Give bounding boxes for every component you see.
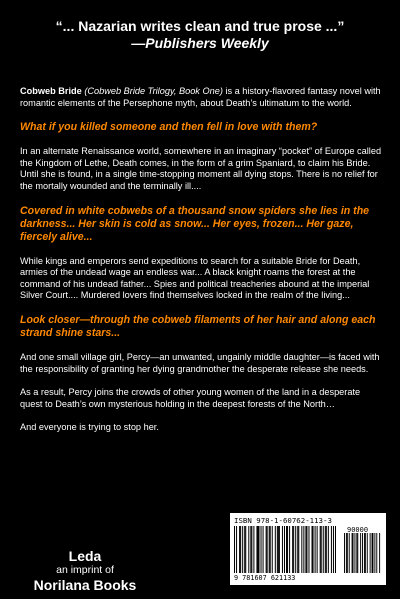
addon-bar	[360, 533, 361, 573]
barcode-bar	[305, 526, 306, 573]
addon-bar	[354, 533, 355, 573]
addon-bar	[370, 533, 371, 573]
addon-bar	[362, 533, 363, 573]
barcode-bar	[272, 526, 273, 573]
barcode-bar	[320, 526, 321, 573]
series-title: (Cobweb Bride Trilogy, Book One)	[84, 86, 223, 96]
barcode-bar	[278, 526, 279, 573]
barcode-bar	[295, 526, 296, 573]
addon-bar	[376, 533, 377, 573]
book-title: Cobweb Bride	[20, 86, 82, 96]
isbn-barcode	[230, 513, 386, 585]
barcode-bar	[297, 526, 298, 573]
barcode-bar	[317, 526, 318, 573]
barcode-bar	[269, 526, 270, 573]
addon-bar	[352, 533, 353, 573]
barcode-bar	[298, 526, 299, 573]
barcode-bar	[315, 526, 316, 573]
barcode-bar	[323, 526, 324, 573]
barcode-bar	[267, 526, 268, 573]
barcode-bar	[325, 526, 326, 573]
barcode-bar	[321, 526, 322, 573]
barcode-bar	[313, 526, 314, 573]
barcode-bar	[239, 526, 240, 573]
addon-bar	[374, 533, 375, 573]
barcode-bar	[234, 526, 235, 573]
barcode-bar	[258, 526, 259, 573]
addon-bar	[357, 533, 358, 573]
barcode-bar	[277, 526, 278, 573]
barcode-bar	[261, 526, 262, 573]
barcode-bar	[244, 526, 245, 573]
barcode-bar	[326, 526, 327, 573]
intro-paragraph	[20, 86, 382, 109]
tagline-3: Look closer—through the cobweb filaments of her hair and along each strand shine stars...	[20, 313, 376, 339]
paragraph-2: While kings and emperors send expeditions to search for a suitable Bride for Death, armies of the undead wage an endless war... A black knight roams the forest at the command of his undead father... Spies and political treacheries abound at the imperial Silver Court.... Murdered lovers find themselves locked in the realm of the living...	[20, 255, 370, 301]
addon-bar	[347, 533, 348, 573]
addon-bar	[346, 533, 347, 573]
intro-text: is a history-flavored fantasy novel with romantic elements of the Persephone myth, about Death’s ultimatum to the world.	[20, 86, 381, 108]
barcode-bar	[308, 526, 309, 573]
barcode-bar	[293, 526, 294, 573]
barcode-bar	[236, 526, 237, 573]
barcode-bar	[266, 526, 267, 573]
barcode-bar	[331, 526, 332, 573]
barcode-bar	[256, 526, 257, 573]
addon-bar	[356, 533, 357, 573]
barcode-bar	[306, 526, 307, 573]
addon-bar	[379, 533, 380, 573]
barcode-bar	[284, 526, 285, 573]
barcode-bar	[248, 526, 249, 573]
review-source: —Publishers Weekly	[131, 35, 269, 51]
review-blurb	[0, 18, 400, 52]
barcode-bar	[301, 526, 302, 573]
barcode-bar	[240, 526, 241, 573]
barcode-bar	[270, 526, 271, 573]
barcode-bar	[275, 526, 276, 573]
imprint-name: Leda	[68, 548, 102, 564]
barcode-bar	[242, 526, 243, 573]
isbn-label: ISBN 978-1-60762-113-3	[234, 516, 332, 525]
paragraph-5: And everyone is trying to stop her.	[20, 422, 159, 433]
addon-bar	[353, 533, 354, 573]
barcode-bar	[333, 526, 334, 573]
paragraph-1: In an alternate Renaissance world, somewhere in an imaginary “pocket” of Europe called the Kingdom of Lethe, Death comes, in the form of a grim Spaniard, to claim his Bride. Until she is found, in a single time-stopping moment all dying stops. There is no relief for the mortally wounded and the terminally ill....	[20, 146, 382, 191]
barcode-bar	[257, 526, 258, 573]
barcode-number: 9 781607 621133	[234, 574, 296, 582]
imprint-connector: an imprint of	[56, 564, 114, 576]
barcode-price-code: 90000	[347, 526, 369, 534]
barcode-bar	[287, 526, 288, 573]
addon-bar	[365, 533, 366, 573]
paragraph-3: And one small village girl, Percy—an unwanted, ungainly middle daughter—is faced with the responsibility of granting her dying grandmother the desperate release she needs.	[20, 351, 380, 374]
addon-bar	[349, 533, 350, 573]
barcode-bar	[279, 526, 280, 573]
barcode-bars	[234, 526, 382, 573]
addon-bar	[372, 533, 373, 573]
barcode-bar	[282, 526, 283, 573]
barcode-bar	[263, 526, 264, 573]
synopsis	[20, 86, 382, 446]
tagline-2: Covered in white cobwebs of a thousand snow spiders she lies in the darkness... Her skin is cold as snow... Her eyes, frozen... Her gaze, fiercely alive...	[20, 204, 370, 243]
review-quote: “... Nazarian writes clean and true prose ...”	[55, 18, 345, 34]
barcode-bar	[328, 526, 329, 573]
barcode-bar	[335, 526, 336, 573]
publisher-imprint	[0, 548, 170, 594]
barcode-bar	[289, 526, 290, 573]
tagline-1: What if you killed someone and then fell in love with them?	[20, 121, 318, 134]
barcode-bar	[250, 526, 251, 573]
publisher-name: Norilana Books	[33, 577, 137, 593]
barcode-bar	[253, 526, 254, 573]
addon-bar	[373, 533, 374, 573]
addon-bar	[367, 533, 368, 573]
paragraph-4: As a result, Percy joins the crowds of other young women of the land in a desperate quest to Death’s own mysterious holding in the deepest forests of the North…	[20, 387, 361, 409]
barcode-bar	[303, 526, 304, 573]
barcode-bar	[286, 526, 287, 573]
barcode-bar	[312, 526, 313, 573]
addon-bar	[344, 533, 345, 573]
barcode-bar	[245, 526, 246, 573]
barcode-bar	[251, 526, 252, 573]
addon-bar	[364, 533, 365, 573]
barcode-bar	[292, 526, 293, 573]
